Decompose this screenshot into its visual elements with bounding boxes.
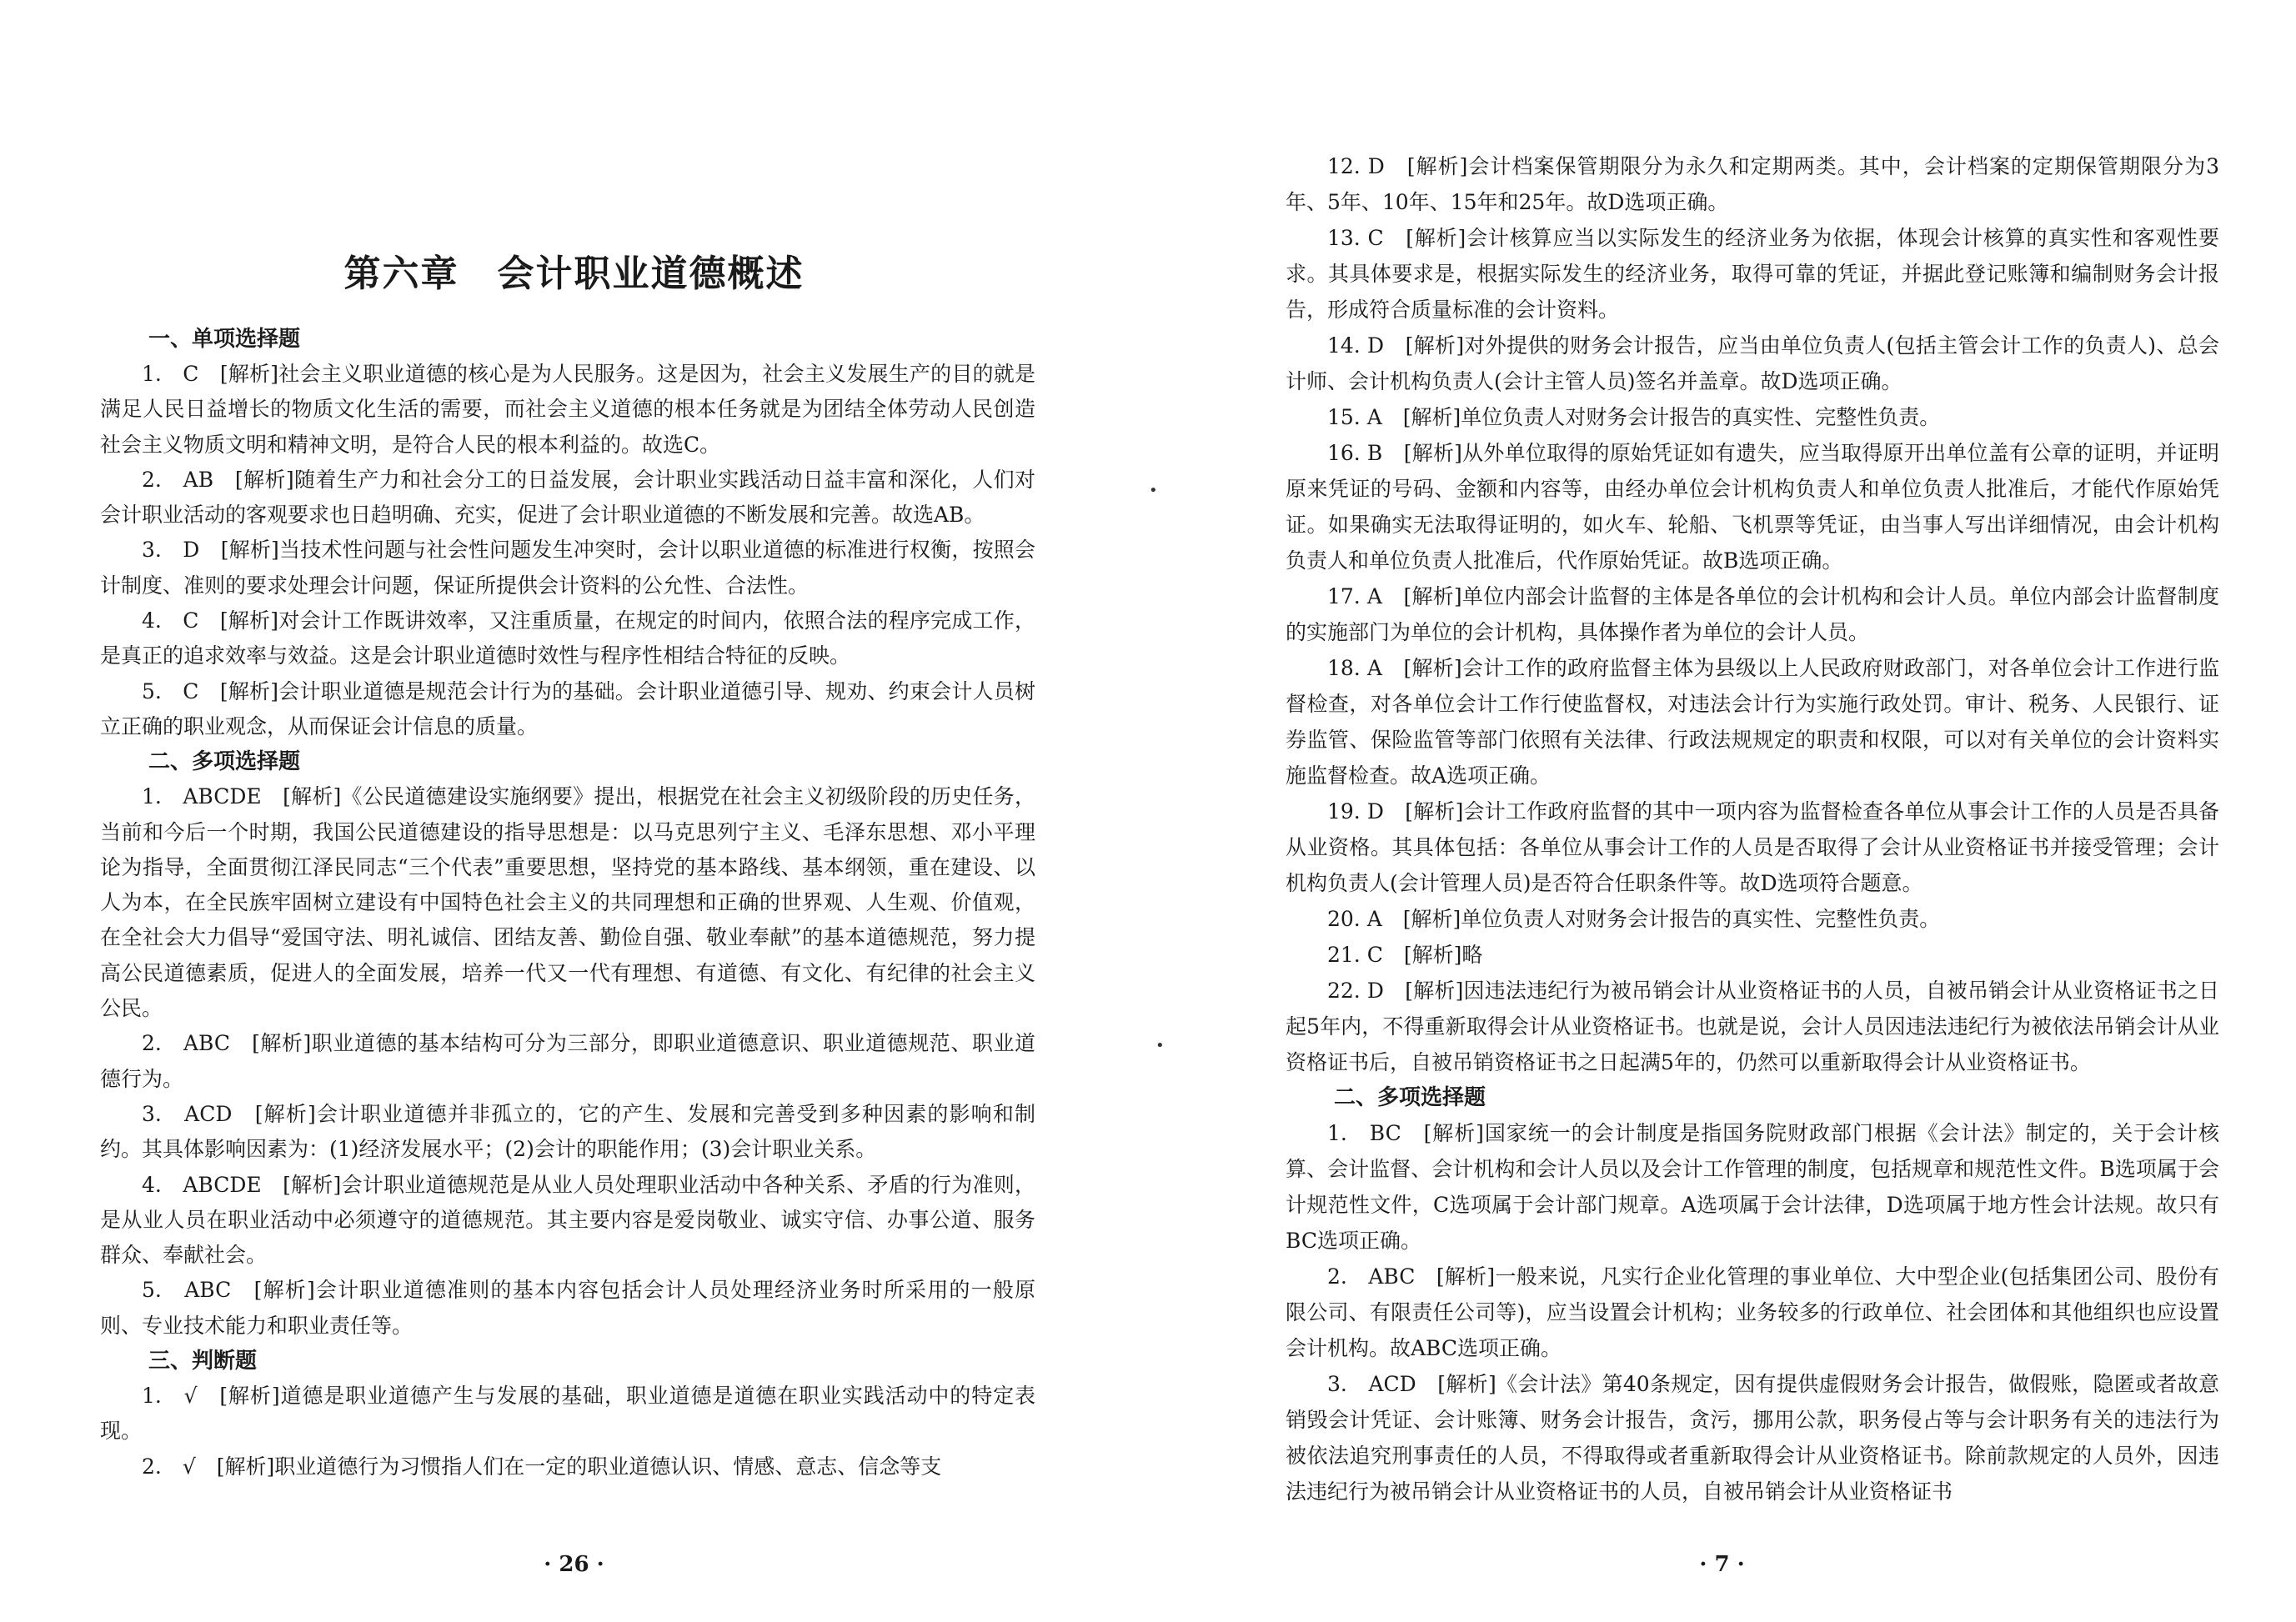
answer-paragraph: 2. ABC [解析]职业道德的基本结构可分为三部分，即职业道德意识、职业道德规范、职业道德行为。 [100, 1031, 1035, 1091]
left-column [100, 322, 1035, 1484]
answer-paragraph: 17. A [解析]单位内部会计监督的主体是各单位的会计机构和会计人员。单位内部会计监督制度的实施部门为单位的会计机构，具体操作者为单位的会计人员。 [1286, 584, 2219, 644]
answer-paragraph: 1. BC [解析]国家统一的会计制度是指国务院财政部门根据《会计法》制定的，关于会计核算、会计监督、会计机构和会计人员以及会计工作管理的制度，包括规章和规范性文件。B选项属于会计规范性文件，C选项属于会计部门规章。A选项属于会计法律，D选项属于地方性会计法规。故只有BC选项正确。 [1286, 1121, 2219, 1253]
answer-paragraph: 3. ACD [解析]《会计法》第40条规定，因有提供虚假财务会计报告，做假账，隐匿或者故意销毁会计凭证、会计账簿、财务会计报告，贪污，挪用公款，职务侵占等与会计职务有关的违法行为被依法追究刑事责任的人员，不得取得或者重新取得会计从业资格证书。除前款规定的人员外，因违法违纪行为被吊销会计从业资格证书的人员，自被吊销会计从业资格证书 [1286, 1372, 2219, 1504]
answer-paragraph: 4. ABCDE [解析]会计职业道德规范是从业人员处理职业活动中各种关系、矛盾的行为准则，是从业人员在职业活动中必须遵守的道德规范。其主要内容是爱岗敬业、诚实守信、办事公道、服务群众、奉献社会。 [100, 1172, 1035, 1268]
answer-paragraph: 21. C [解析]略 [1327, 943, 1483, 967]
answer-paragraph: 5. ABC [解析]会计职业道德准则的基本内容包括会计人员处理经济业务时所采用的一般原则、专业技术能力和职业责任等。 [100, 1278, 1035, 1338]
answer-paragraph: 2. ABC [解析]一般来说，凡实行企业化管理的事业单位、大中型企业(包括集团公司、股份有限公司、有限责任公司等)，应当设置会计机构；业务较多的行政单位、社会团体和其他组织也应设置会计机构。故ABC选项正确。 [1286, 1264, 2219, 1360]
right-page [1148, 0, 2296, 1622]
answer-paragraph: 2. AB [解析]随着生产力和社会分工的日益发展，会计职业实践活动日益丰富和深化，人们对会计职业活动的客观要求也日趋明确、充实，促进了会计职业道德的不断发展和完善。故选AB。 [100, 467, 1035, 528]
page-number: · 7 · [1699, 1552, 1745, 1577]
answer-paragraph: 4. C [解析]对会计工作既讲效率，又注重质量，在规定的时间内，依照合法的程序完成工作，是真正的追求效率与效益。这是会计职业道德时效性与程序性相结合特征的反映。 [100, 608, 1035, 668]
answer-paragraph: 14. D [解析]对外提供的财务会计报告，应当由单位负责人(包括主管会计工作的负责人)、总会计师、会计机构负责人(会计主管人员)签名并盖章。故D选项正确。 [1286, 333, 2219, 393]
section-heading: 三、判断题 [148, 1349, 258, 1374]
answer-paragraph: 1. C [解析]社会主义职业道德的核心是为人民服务。这是因为，社会主义发展生产的目的就是满足人民日益增长的物质文化生活的需要，而社会主义道德的根本任务就是为团结全体劳动人民创造社会主义物质文明和精神文明，是符合人民的根本利益的。故选C。 [100, 362, 1035, 457]
answer-paragraph: 18. A [解析]会计工作的政府监督主体为县级以上人民政府财政部门，对各单位会计工作进行监督检查，对各单位会计工作行使监督权，对违法会计行为实施行政处罚。审计、税务、人民银行、证券监管、保险监管等部门依照有关法律、行政法规规定的职责和权限，可以对有关单位的会计资料实施监督检查。故A选项正确。 [1286, 656, 2219, 788]
answer-paragraph: 3. ACD [解析]会计职业道德并非孤立的，它的产生、发展和完善受到多种因素的影响和制约。其具体影响因素为：(1)经济发展水平；(2)会计的职能作用；(3)会计职业关系。 [100, 1101, 1035, 1162]
scan-speck: • [1156, 1037, 1165, 1054]
answer-paragraph: 22. D [解析]因违法违纪行为被吊销会计从业资格证书的人员，自被吊销会计从业资格证书之日起5年内，不得重新取得会计从业资格证书。也就是说，会计人员因违法违纪行为被依法吊销会计从业资格证书后，自被吊销资格证书之日起满5年的，仍然可以重新取得会计从业资格证书。 [1286, 979, 2219, 1074]
section-heading: 一、单项选择题 [148, 327, 301, 352]
answer-paragraph: 19. D [解析]会计工作政府监督的其中一项内容为监督检查各单位从事会计工作的人员是否具备从业资格。其具体包括：各单位从事会计工作的人员是否取得了会计从业资格证书并接受管理；会计机构负责人(会计管理人员)是否符合任职条件等。故D选项符合题意。 [1286, 799, 2219, 895]
answer-paragraph: 20. A [解析]单位负责人对财务会计报告的真实性、完整性负责。 [1327, 907, 1941, 931]
answer-paragraph: 2. √ [解析]职业道德行为习惯指人们在一定的职业道德认识、情感、意志、信念等支 [142, 1454, 942, 1479]
section-heading: 二、多项选择题 [1334, 1085, 1486, 1110]
answer-paragraph: 12. D [解析]会计档案保管期限分为永久和定期两类。其中，会计档案的定期保管期限分为3年、5年、10年、15年和25年。故D选项正确。 [1286, 154, 2219, 214]
chapter-title: 第六章 会计职业道德概述 [343, 253, 805, 295]
page-number: · 26 · [544, 1552, 604, 1577]
answer-paragraph: 3. D [解析]当技术性问题与社会性问题发生冲突时，会计以职业道德的标准进行权衡，按照会计制度、准则的要求处理会计问题，保证所提供会计资料的公允性、合法性。 [100, 538, 1035, 598]
answer-paragraph: 16. B [解析]从外单位取得的原始凭证如有遗失，应当取得原开出单位盖有公章的证明，并证明原来凭证的号码、金额和内容等，由经办单位会计机构负责人和单位负责人批准后，才能代作原始凭证。如果确实无法取得证明的，如火车、轮船、飞机票等凭证，由当事人写出详细情况，由会计机构负责人和单位负责人批准后，代作原始凭证。故B选项正确。 [1286, 441, 2219, 573]
right-column [1286, 148, 2219, 1509]
answer-paragraph: 5. C [解析]会计职业道德是规范会计行为的基础。会计职业道德引导、规劝、约束会计人员树立正确的职业观念，从而保证会计信息的质量。 [100, 678, 1035, 738]
answer-paragraph: 13. C [解析]会计核算应当以实际发生的经济业务为依据，体现会计核算的真实性和客观性要求。其具体要求是，根据实际发生的经济业务，取得可靠的凭证，并据此登记账簿和编制财务会计报告，形成符合质量标准的会计资料。 [1286, 226, 2219, 322]
scan-speck: • [1149, 482, 1158, 499]
answer-paragraph: 1. √ [解析]道德是职业道德产生与发展的基础，职业道德是道德在职业实践活动中的特定表现。 [100, 1384, 1035, 1444]
section-heading: 二、多项选择题 [148, 749, 301, 775]
answer-paragraph: 1. ABCDE [解析]《公民道德建设实施纲要》提出，根据党在社会主义初级阶段的历史任务，当前和今后一个时期，我国公民道德建设的指导思想是：以马克思列宁主义、毛泽东思想、邓小平理论为指导，全面贯彻江泽民同志“三个代表”重要思想，坚持党的基本路线、基本纲领，重在建设、以人为本，在全民族牢固树立建设有中国特色社会主义的共同理想和正确的世界观、人生观、价值观，在全社会大力倡导“爱国守法、明礼诚信、团结友善、勤俭自强、敬业奉献”的基本道德规范，努力提高公民道德素质，促进人的全面发展，培养一代又一代有理想、有道德、有文化、有纪律的社会主义公民。 [100, 784, 1035, 1021]
answer-paragraph: 15. A [解析]单位负责人对财务会计报告的真实性、完整性负责。 [1327, 405, 1941, 429]
